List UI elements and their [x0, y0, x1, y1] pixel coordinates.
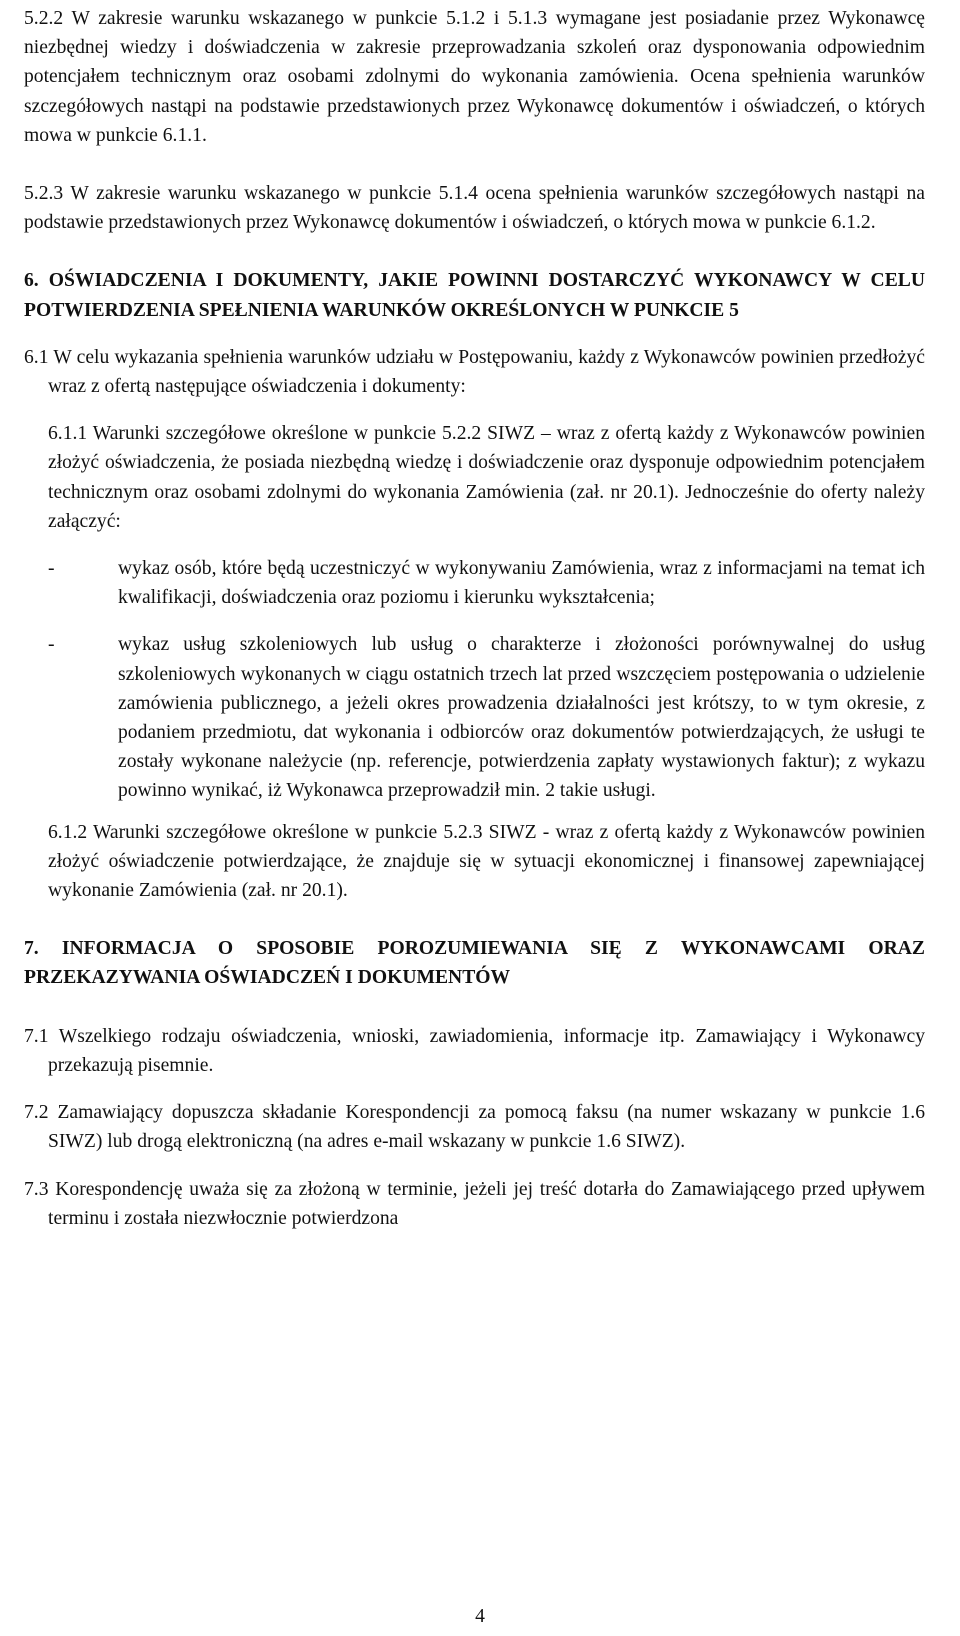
list-item-text: wykaz usług szkoleniowych lub usług o charakterze i złożoności porównywalnej do usług szkoleniowych wykonanych w ciągu ostatnich trzech lat przed wszczęciem postępowania o udzielenie zamówienia publicznego, a jeżeli okres prowadzenia działalności jest krótszy, to w tym okresie, z podaniem przedmiotu, dat wykonania i odbiorców oraz dokumentów potwierdzających, że usługi te zostały wykonane należycie (np. referencje, potwierdzenia zapłaty wystawionych faktur); z wykazu powinno wynikać, iż Wykonawca przeprowadził min. 2 takie usługi.	[118, 634, 925, 802]
subsection-6-1-2	[24, 818, 925, 906]
list-dash: -	[48, 558, 55, 580]
paragraph-6-1-2: 6.1.2 Warunki szczegółowe określone w punkcie 5.2.3 SIWZ - wraz z ofertą każdy z Wykonawców powinien złożyć oświadczenie potwierdzające, że znajduje się w sytuacji ekonomicznej i finansowej zapewniającej wykonanie Zamówienia (zał. nr 20.1).	[48, 821, 925, 902]
subsection-6-1-1	[24, 419, 925, 536]
heading-section-7: 7. INFORMACJA O SPOSOBIE POROZUMIEWANIA SIĘ Z WYKONAWCAMI ORAZ PRZEKAZYWANIA OŚWIADCZEŃ I DOKUMENTÓW	[24, 938, 925, 989]
list-item-text: wykaz osób, które będą uczestniczyć w wykonywaniu Zamówienia, wraz z informacjami na temat ich kwalifikacji, doświadczenia oraz poziomu i kierunku wykształcenia;	[118, 558, 925, 609]
list-item	[48, 630, 925, 805]
paragraph-5-2-3: 5.2.3 W zakresie warunku wskazanego w punkcie 5.1.4 ocena spełnienia warunków szczegółowych nastąpi na podstawie przedstawionych przez Wykonawcę dokumentów i oświadczeń, o których mowa w punkcie 6.1.2.	[24, 183, 925, 234]
paragraph-7-1: 7.1 Wszelkiego rodzaju oświadczenia, wnioski, zawiadomienia, informacje itp. Zamawiający i Wykonawcy przekazują pisemnie.	[24, 1025, 925, 1076]
list-item	[48, 554, 925, 612]
paragraph-6-1-1: 6.1.1 Warunki szczegółowe określone w punkcie 5.2.2 SIWZ – wraz z ofertą każdy z Wykonawców powinien złożyć oświadczenia, że posiada niezbędną wiedzę i doświadczenie oraz dysponuje odpowiednim potencjałem technicznym oraz osobami zdolnymi do wykonania Zamówienia (zał. nr 20.1). Jednocześnie do oferty należy załączyć:	[48, 423, 925, 532]
list-dash: -	[48, 634, 55, 656]
paragraph-6-1: 6.1 W celu wykazania spełnienia warunków udziału w Postępowaniu, każdy z Wykonawców powinien przedłożyć wraz z ofertą następujące oświadczenia i dokumenty:	[24, 346, 925, 398]
heading-section-6: 6. OŚWIADCZENIA I DOKUMENTY, JAKIE POWINNI DOSTARCZYĆ WYKONAWCY W CELU POTWIERDZENIA SPEŁNIENIA WARUNKÓW OKREŚLONYCH W PUNKCIE 5	[24, 270, 925, 321]
page-number: 4	[475, 1606, 485, 1627]
attachments-list	[24, 554, 925, 806]
paragraph-7-2: 7.2 Zamawiający dopuszcza składanie Korespondencji za pomocą faksu (na numer wskazany w punkcie 1.6 SIWZ) lub drogą elektroniczną (na adres e-mail wskazany w punkcie 1.6 SIWZ).	[24, 1102, 925, 1153]
paragraph-7-3: 7.3 Korespondencję uważa się za złożoną w terminie, jeżeli jej treść dotarła do Zamawiającego przed upływem terminu i została niezwłocznie potwierdzona	[24, 1178, 925, 1229]
paragraph-5-2-2: 5.2.2 W zakresie warunku wskazanego w punkcie 5.1.2 i 5.1.3 wymagane jest posiadanie przez Wykonawcę niezbędnej wiedzy i doświadczenia w zakresie przeprowadzania szkoleń oraz dysponowania odpowiednim potencjałem technicznym oraz osobami zdolnymi do wykonania zamówienia. Ocena spełnienia warunków szczegółowych nastąpi na podstawie przedstawionych przez Wykonawcę dokumentów i oświadczeń, o których mowa w punkcie 6.1.1.	[24, 8, 925, 146]
